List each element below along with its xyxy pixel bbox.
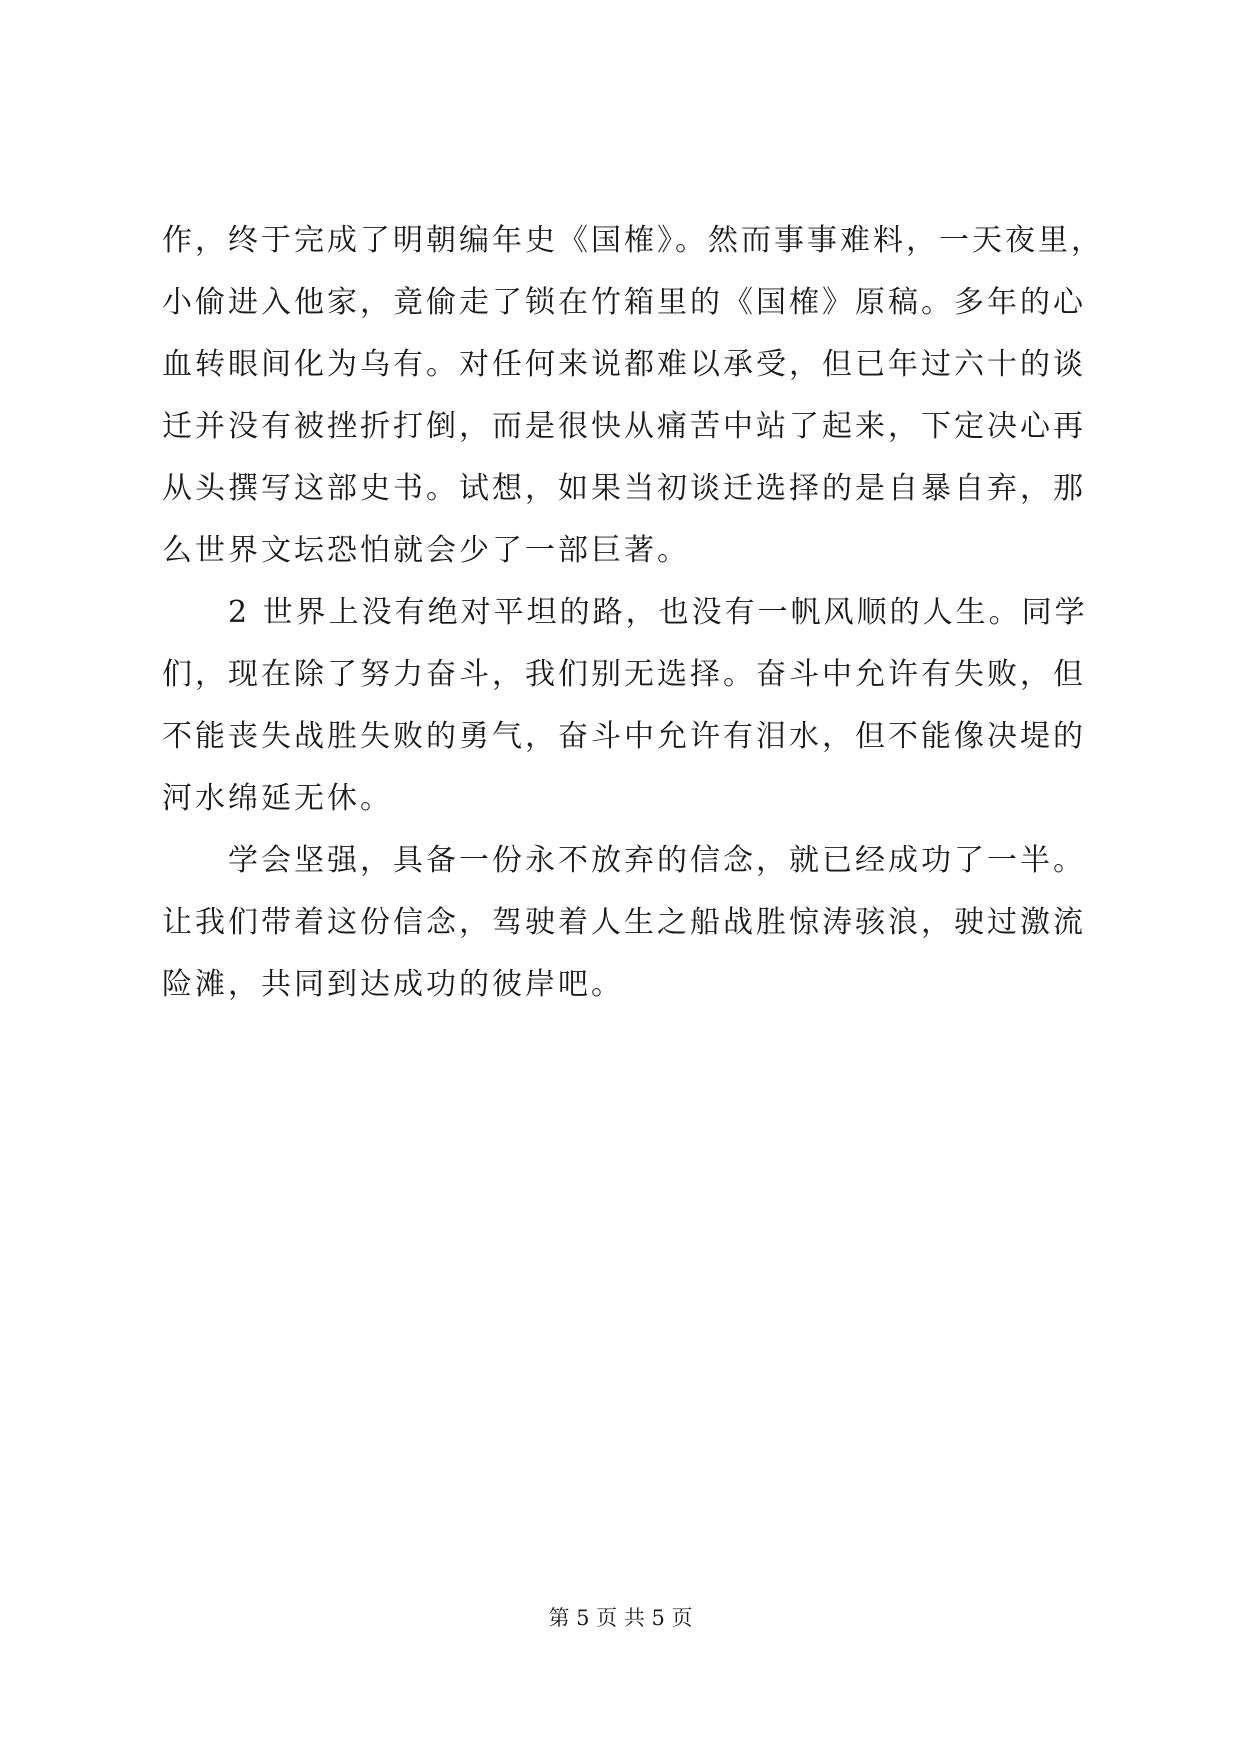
text-line: 么世界文坛恐怕就会少了一部巨著。 [162, 533, 690, 568]
document-body [162, 210, 1104, 1016]
text-line: 河水绵延无休。 [162, 781, 393, 816]
paragraph-first-line: 学会坚强，具备一份永不放弃的信念，就已经成功了一半。 [228, 843, 1086, 878]
text-line: 迁并没有被挫折打倒，而是很快从痛苦中站了起来，下定决心再 [162, 409, 1086, 444]
text-line: 险滩，共同到达成功的彼岸吧。 [162, 967, 624, 1002]
page-number: 第 5 页 共 5 页 [548, 1606, 693, 1630]
text-line: 小偷进入他家，竟偷走了锁在竹箱里的《国榷》原稿。多年的心 [162, 285, 1086, 320]
text-line: 作，终于完成了明朝编年史《国榷》。然而事事难料，一天夜里， [162, 223, 1104, 258]
text-line: 血转眼间化为乌有。对任何来说都难以承受，但已年过六十的谈 [162, 347, 1086, 382]
paragraph-first-line: 2 世界上没有绝对平坦的路，也没有一帆风顺的人生。同学 [228, 595, 1088, 630]
text-line: 们，现在除了努力奋斗，我们别无选择。奋斗中允许有失败，但 [162, 657, 1086, 692]
text-line: 不能丧失战胜失败的勇气，奋斗中允许有泪水，但不能像决堤的 [162, 719, 1086, 754]
page-footer [0, 1603, 1241, 1633]
text-line: 从头撰写这部史书。试想，如果当初谈迁选择的是自暴自弃，那 [162, 471, 1086, 506]
text-line: 让我们带着这份信念，驾驶着人生之船战胜惊涛骇浪，驶过激流 [162, 905, 1086, 940]
